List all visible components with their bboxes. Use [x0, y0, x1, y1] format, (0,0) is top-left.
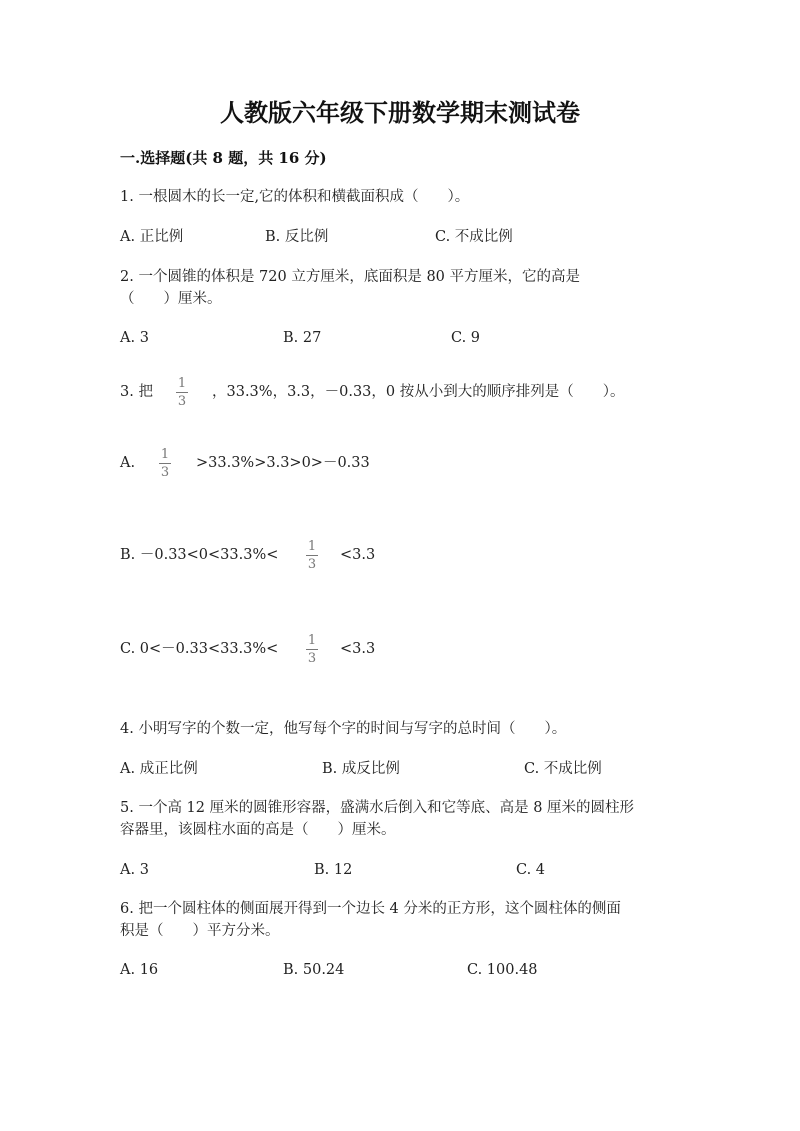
fraction-bar — [159, 463, 171, 464]
question-1: 1. 一根圆木的长一定,它的体积和横截面积成（ ）。 — [120, 189, 470, 205]
q2-option-c[interactable]: C. 9 — [451, 330, 481, 346]
fraction-bar — [176, 392, 188, 393]
q3-option-b[interactable]: B. －0.33<0<33.3%< — [120, 547, 279, 563]
fraction-denominator: 3 — [307, 651, 317, 666]
q5-option-a[interactable]: A. 3 — [120, 862, 149, 878]
fraction-numerator: 1 — [160, 447, 170, 462]
section-heading: 一.选择题(共 8 题，共 16 分) — [120, 149, 327, 167]
fraction-numerator: 1 — [177, 376, 187, 391]
question-5-line-2: 容器里，该圆柱水面的高是（ ）厘米。 — [120, 822, 396, 838]
question-5-line-1: 5. 一个高 12 厘米的圆锥形容器，盛满水后倒入和它等底、高是 8 厘米的圆柱形 — [120, 800, 635, 816]
fraction-one-third — [176, 377, 188, 408]
fraction-numerator: 1 — [307, 633, 317, 648]
q3-option-a[interactable]: A. — [120, 455, 136, 471]
question-2-line-2: （ ）厘米。 — [120, 291, 222, 307]
q1-option-a[interactable]: A. 正比例 — [120, 229, 184, 245]
page-title: 人教版六年级下册数学期末测试卷 — [220, 98, 580, 127]
q6-option-a[interactable]: A. 16 — [120, 962, 159, 978]
fraction-denominator: 3 — [160, 465, 170, 480]
question-6-line-2: 积是（ ）平方分米。 — [120, 923, 280, 939]
fraction-one-third — [306, 634, 318, 665]
q5-option-b[interactable]: B. 12 — [314, 862, 353, 878]
fraction-bar — [306, 555, 318, 556]
fraction-denominator: 3 — [307, 557, 317, 572]
question-6-line-1: 6. 把一个圆柱体的侧面展开得到一个边长 4 分米的正方形，这个圆柱体的侧面 — [120, 901, 621, 917]
q5-option-c[interactable]: C. 4 — [516, 862, 546, 878]
q3-option-c[interactable]: C. 0<－0.33<33.3%< — [120, 641, 279, 657]
q4-option-a[interactable]: A. 成正比例 — [120, 761, 198, 777]
q6-option-b[interactable]: B. 50.24 — [283, 962, 345, 978]
question-4: 4. 小明写字的个数一定，他写每个字的时间与写字的总时间（ ）。 — [120, 721, 567, 737]
q4-option-b[interactable]: B. 成反比例 — [322, 761, 400, 777]
fraction-numerator: 1 — [307, 539, 317, 554]
q3-option-b-rest: <3.3 — [340, 547, 376, 563]
fraction-bar — [306, 649, 318, 650]
q2-option-b[interactable]: B. 27 — [283, 330, 322, 346]
q1-option-b[interactable]: B. 反比例 — [265, 229, 329, 245]
q3-option-c-rest: <3.3 — [340, 641, 376, 657]
q1-option-c[interactable]: C. 不成比例 — [435, 229, 513, 245]
q6-option-c[interactable]: C. 100.48 — [467, 962, 538, 978]
q4-option-c[interactable]: C. 不成比例 — [524, 761, 602, 777]
q3-option-a-rest: >33.3%>3.3>0>－0.33 — [196, 455, 370, 471]
fraction-denominator: 3 — [177, 394, 187, 409]
fraction-one-third — [159, 448, 171, 479]
question-2-line-1: 2. 一个圆锥的体积是 720 立方厘米，底面积是 80 平方厘米，它的高是 — [120, 269, 581, 285]
question-3-prefix: 3. 把 — [120, 384, 153, 400]
fraction-one-third — [306, 540, 318, 571]
question-3-suffix: ，33.3%，3.3，－0.33，0 按从小到大的顺序排列是（ ）。 — [212, 384, 625, 400]
q2-option-a[interactable]: A. 3 — [120, 330, 149, 346]
